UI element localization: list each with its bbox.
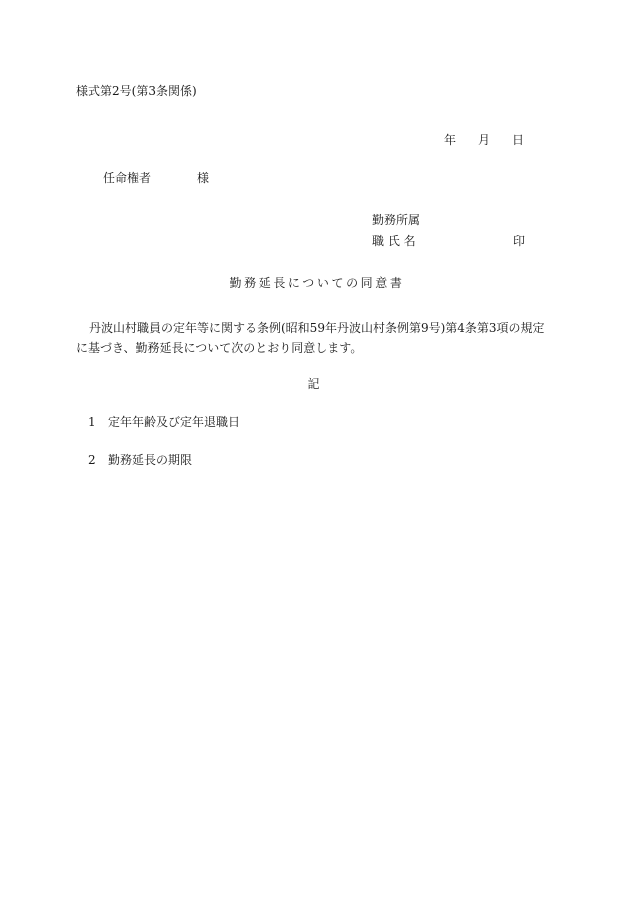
name-label: 職 氏 名 <box>372 234 416 248</box>
day-label: 日 <box>512 133 525 147</box>
item-number: 2 <box>88 453 96 467</box>
seal-mark: 印 <box>513 234 526 248</box>
appointing-authority-label: 任命権者 <box>103 171 152 185</box>
addressee <box>103 170 209 186</box>
body-paragraph: 丹波山村職員の定年等に関する条例(昭和59年丹波山村条例第9号)第4条第3項の規定に基づき、勤務延長について次のとおり同意します。 <box>76 321 545 355</box>
form-number: 様式第2号(第3条関係) <box>76 84 197 98</box>
item-label: 定年年齢及び定年退職日 <box>108 415 241 429</box>
year-label: 年 <box>444 133 457 147</box>
date-line <box>444 132 524 148</box>
honorific-label: 様 <box>197 171 210 185</box>
name-row <box>372 233 526 249</box>
document-title: 勤務延長についての同意書 <box>229 276 405 290</box>
list-item <box>88 452 192 468</box>
item-label: 勤務延長の期限 <box>108 453 193 467</box>
item-number: 1 <box>88 415 96 429</box>
month-label: 月 <box>478 133 491 147</box>
list-item <box>88 414 240 430</box>
ki-heading: 記 <box>307 377 320 391</box>
affiliation-label: 勤務所属 <box>372 213 421 227</box>
